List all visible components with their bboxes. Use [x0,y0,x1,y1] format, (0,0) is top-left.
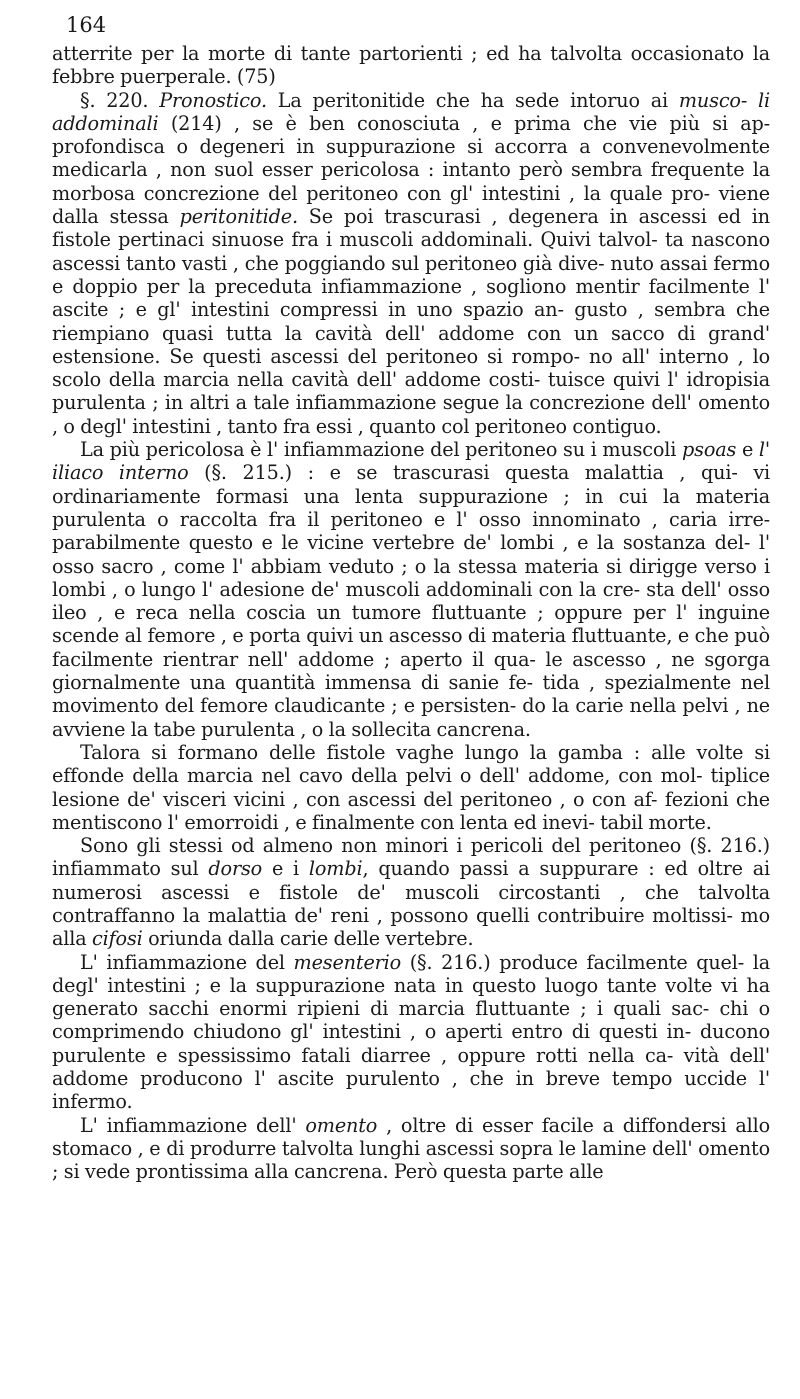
page-number: 164 [66,13,107,37]
italic-term: omento [305,1113,378,1137]
italic-term: lombi [308,857,363,881]
body-text [52,42,770,1184]
italic-term: dorso [208,857,263,881]
italic-term: musco- li addominali [52,88,770,135]
text-run: e i [262,857,309,881]
italic-term: l' iliaco interno [52,438,770,485]
text-run: Sono gli stessi od almeno non minori i pericoli del peritoneo (§. 216.) infiammato sul [52,834,770,881]
paragraph-p1 [52,89,770,438]
text-run: (214) , se è ben conosciuta , e prima che vie più si ap- profondisca o degeneri in suppurazione si accorra a convenevolmente medicarla , non suol esser pericolosa : intanto però sembra frequente la morbosa concrezione del peritoneo con gl' intestini , la quale pro- viene dalla stessa [52,111,770,229]
text-run: L' infiammazione dell' [80,1113,306,1137]
text-run: , quando passi a suppurare : ed oltre ai numerosi ascessi e fistole de' muscoli circostanti , che talvolta contraffanno la malattia de' reni , possono quelli contribuire moltissi- mo alla [52,857,770,951]
text-run: L' infiammazione del [80,950,294,974]
paragraph-p4 [52,834,770,950]
text-run: , oltre di esser facile a diffondersi allo stomaco , e di produrre talvolta lunghi ascessi sopra le lamine dell' omento ; si vede prontissima alla cancrena. Però questa parte alle [52,1113,771,1184]
paragraph-p6 [52,1114,770,1184]
italic-term: Pronostico. [159,88,267,112]
text-run: e [736,438,759,462]
text-run: (§. 216.) produce facilmente quel- la degl' intestini ; e la suppurazione nata in questo luogo tante volte vi ha generato sacchi enormi ripieni di marcia fluttuante ; i quali sac- chi o comprimendo chiudono gl' intestini , o aperti entro di questi in- ducono purulente e spessissimo fatali diarree , oppure rotti nella ca- vità dell' addome producono l' ascite purulento , che in breve tempo uccide l' infermo. [52,950,770,1114]
text-run: atterrite per la morte di tante partorienti ; ed ha talvolta occasionato la febbre puerperale. (75) [52,42,770,89]
text-run: oriunda dalla carie delle vertebre. [142,927,474,951]
italic-term: mesenterio [293,950,402,974]
text-run: La peritonitide che ha sede intoruo ai [266,88,679,112]
italic-term: cifosi [92,927,143,951]
italic-term: peritonitide. [179,205,298,229]
paragraph-p3 [52,741,770,834]
italic-term: psoas [682,438,737,462]
paragraph-p2 [52,438,770,741]
text-run: Se poi trascurasi , degenera in ascessi ed in fistole pertinaci sinuose fra i muscoli addominali. Quivi talvol- ta nascono ascessi tanto vasti , che poggiando sul peritoneo già dive- nuto assai fermo e doppio per la preceduta infiammazione , sogliono mentir facilmente l' ascite ; e gl' intestini compressi in uno spazio an- gusto , sembra che riempiano quasi tutta la cavità dell' addome con un sacco di grand' estensione. Se questi ascessi del peritoneo si rompo- no all' interno , lo scolo della marcia nella cavità dell' addome costi- tuisce quivi l' idropisia purulenta ; in altri a tale infiammazione segue la concrezione dell' omento , o degl' intestini , tanto fra essi , quanto col peritoneo contiguo. [52,205,770,438]
paragraph-p0 [52,42,770,89]
text-run: La più pericolosa è l' infiammazione del peritoneo su i muscoli [80,438,682,462]
text-run: (§. 215.) : e se trascurasi questa malattia , qui- vi ordinariamente formasi una lenta suppurazione ; in cui la materia purulenta o raccolta fra il peritoneo e l' osso innominato , caria irre- parabilmente questo e le vicine vertebre de' lombi , e la sostanza del- l' osso sacro , come l' abbiam veduto ; o la stessa materia si dirigge verso i lombi , o lungo l' adesione de' muscoli addominali con la cre- sta dell' osso ileo , e reca nella coscia un tumore fluttuante ; oppure per l' inguine scende al femore , e porta quivi un ascesso di materia fluttuante, e che può facilmente rientrar nell' addome ; aperto il qua- le ascesso , ne sgorga giornalmente una quantità immensa di sanie fe- tida , spezialmente nel movimento del femore claudicante ; e persisten- do la carie nella pelvi , ne avviene la tabe purulenta , o la sollecita cancrena. [52,461,770,741]
text-run: §. 220. [80,88,160,112]
paragraph-p5 [52,951,770,1114]
text-run: Talora si formano delle fistole vaghe lungo la gamba : alle volte si effonde della marcia nel cavo della pelvi o dell' addome, con mol- tiplice lesione de' visceri vicini , con ascessi del peritoneo , o con af- fezioni che mentiscono l' emorroidi , e finalmente con lenta ed inevi- tabil morte. [52,740,770,834]
